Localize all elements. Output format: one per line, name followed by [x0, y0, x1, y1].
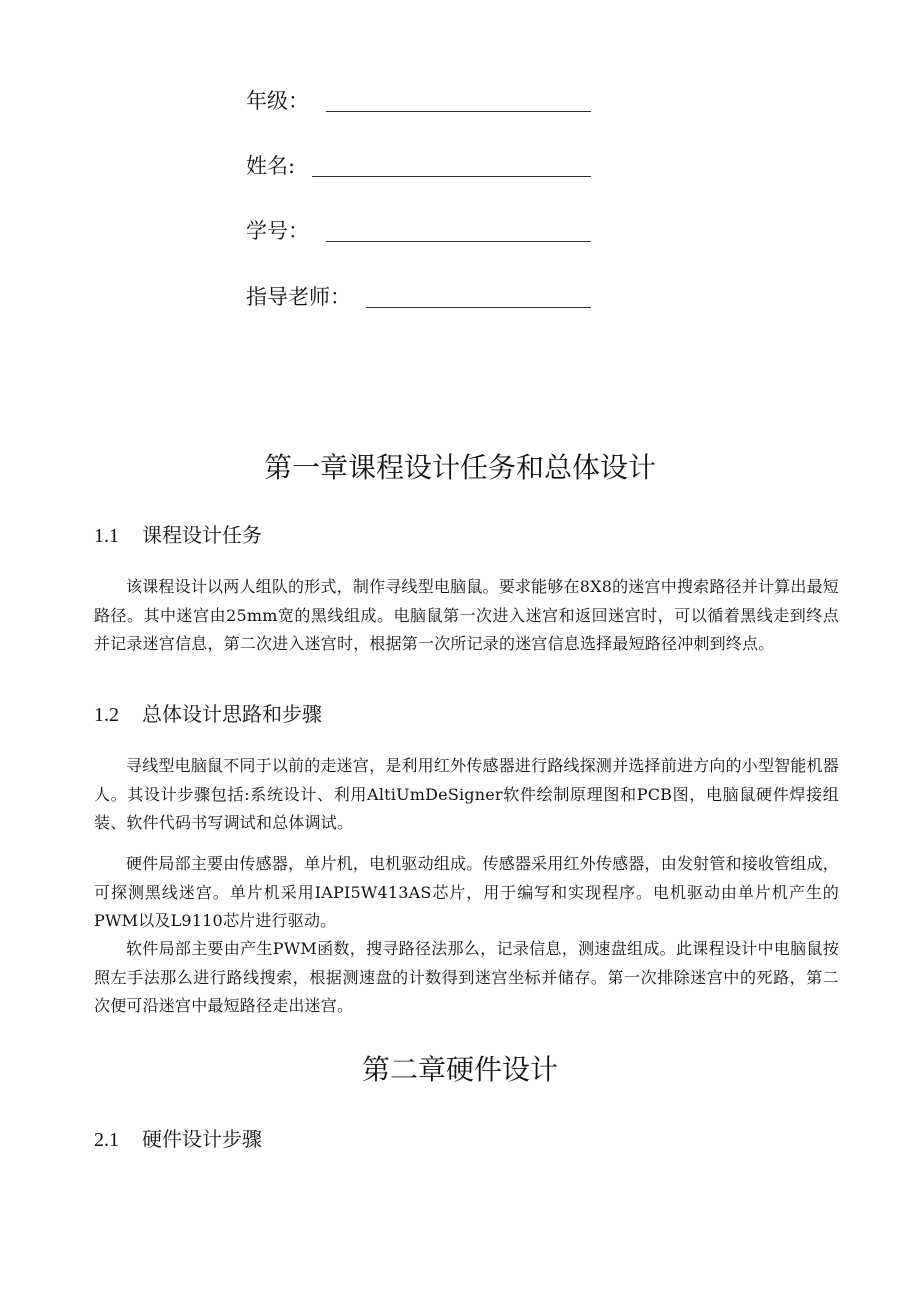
- student-id-label: 学号：: [246, 219, 309, 243]
- section-1-2-heading: [94, 699, 322, 730]
- section-title: 总体设计思路和步骤: [142, 702, 322, 726]
- section-title: 课程设计任务: [142, 523, 262, 547]
- grade-label: 年级：: [246, 89, 309, 113]
- paragraph-task: 该课程设计以两人组队的形式，制作寻线型电脑鼠。要求能够在8X8的迷宫中搜索路径并计算出最短路径。其中迷宫由25mm宽的黑线组成。电脑鼠第一次进入迷宫和返回迷宫时，可以循着黑线走到终点并记录迷宫信息，第二次进入迷宫时，根据第一次所记录的迷宫信息选择最短路径冲刺到终点。: [94, 577, 839, 653]
- section-1-1-heading: [94, 520, 262, 551]
- grade-field: [246, 86, 309, 116]
- student-id-blank-line: [326, 241, 591, 242]
- section-2-1-heading: [94, 1124, 262, 1155]
- grade-blank-line: [326, 111, 591, 112]
- paragraph-overview: 寻线型电脑鼠不同于以前的走迷宫，是利用红外传感器进行路线探测并选择前进方向的小型智能机器人。其设计步骤包括:系统设计、利用AltiUmDeSigner软件绘制原理图和PCB图，电脑鼠硬件焊接组装、软件代码书写调试和总体调试。: [94, 756, 839, 832]
- section-number: 2.1: [94, 1129, 119, 1151]
- paragraph-software: 软件局部主要由产生PWM函数，搜寻路径法那么，记录信息，测速盘组成。此课程设计中电脑鼠按照左手法那么进行路线搜索，根据测速盘的计数得到迷宫坐标并储存。第一次排除迷宫中的死路，第二次便可沿迷宫中最短路径走出迷宫。: [94, 939, 839, 1015]
- chapter-1-title: 第一章课程设计任务和总体设计: [263, 451, 656, 484]
- name-label: 姓名:: [246, 154, 296, 178]
- advisor-label: 指导老师：: [246, 285, 351, 309]
- name-field: [246, 151, 295, 181]
- name-blank-line: [312, 176, 591, 177]
- paragraph-hardware: 硬件局部主要由传感器，单片机，电机驱动组成。传感器采用红外传感器，由发射管和接收管组成，可探测黑线迷宫。单片机采用IAPI5W413AS芯片，用于编写和实现程序。电机驱动由单片机产生的PWM以及L9110芯片进行驱动。: [94, 854, 839, 930]
- chapter-2-title: 第二章硬件设计: [361, 1053, 558, 1086]
- advisor-field: [246, 282, 351, 312]
- section-number: 1.1: [94, 525, 119, 547]
- advisor-blank-line: [366, 307, 591, 308]
- section-number: 1.2: [94, 704, 119, 726]
- student-id-field: [246, 216, 309, 246]
- section-title: 硬件设计步骤: [142, 1127, 262, 1151]
